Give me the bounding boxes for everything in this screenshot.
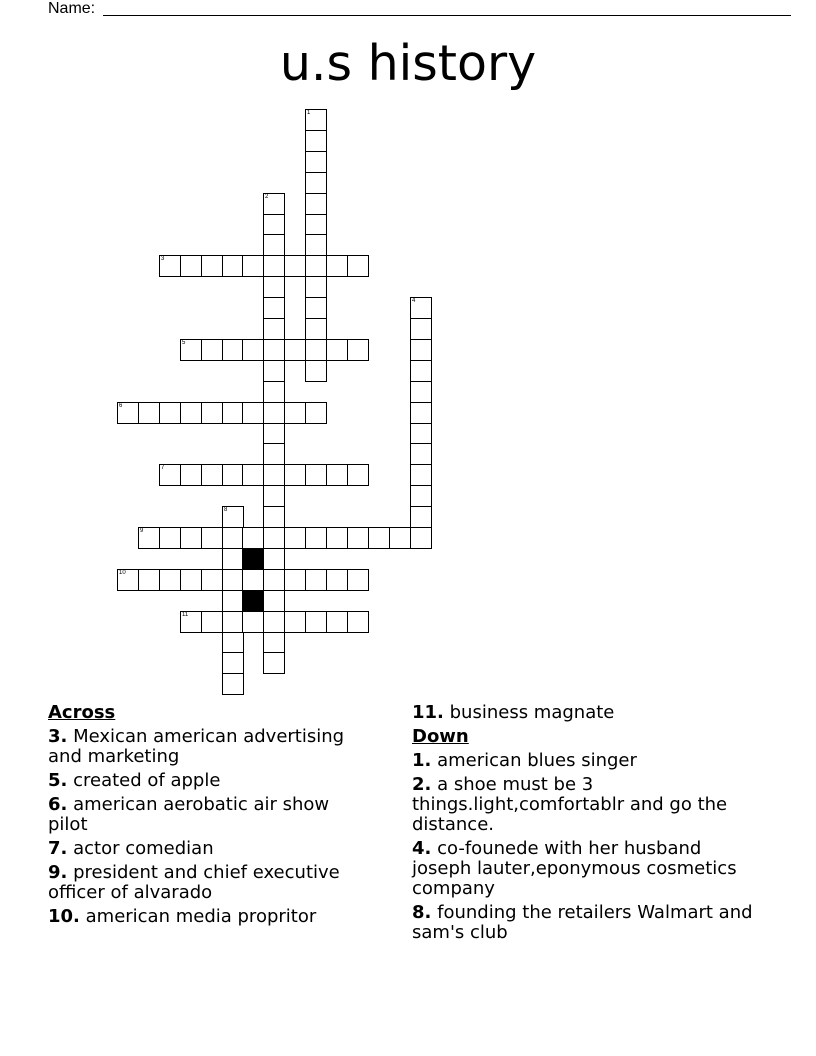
grid-cell[interactable] xyxy=(263,297,285,319)
grid-cell[interactable] xyxy=(305,360,327,382)
grid-cell[interactable] xyxy=(263,632,285,654)
clue-across-9: 9. president and chief executive officer of alvarado xyxy=(48,862,340,903)
grid-cell[interactable] xyxy=(263,234,285,256)
grid-cell[interactable] xyxy=(305,109,327,131)
clue-across-10: 10. american media propritor xyxy=(48,906,317,927)
grid-cell[interactable] xyxy=(263,255,285,277)
clue-across-7: 7. actor comedian xyxy=(48,838,214,859)
grid-cell[interactable] xyxy=(263,381,285,403)
grid-cell[interactable] xyxy=(222,402,244,424)
grid-cell[interactable] xyxy=(347,569,369,591)
grid-cell[interactable] xyxy=(222,632,244,654)
grid-cell[interactable] xyxy=(263,360,285,382)
clue-number-label: 3 xyxy=(161,256,165,262)
grid-cell[interactable] xyxy=(347,464,369,486)
grid-cell[interactable] xyxy=(410,318,432,340)
grid-cell[interactable] xyxy=(117,569,139,591)
clue-across-11: 11. business magnate xyxy=(412,702,615,723)
grid-cell[interactable] xyxy=(180,527,202,549)
across-clue-list xyxy=(48,727,368,927)
grid-block-cell xyxy=(242,548,264,570)
grid-cell[interactable] xyxy=(326,464,348,486)
grid-cell[interactable] xyxy=(263,652,285,674)
grid-cell[interactable] xyxy=(326,339,348,361)
grid-cell[interactable] xyxy=(138,569,160,591)
grid-cell[interactable] xyxy=(159,464,181,486)
grid-cell[interactable] xyxy=(263,464,285,486)
grid-cell[interactable] xyxy=(347,611,369,633)
grid-cell[interactable] xyxy=(222,652,244,674)
down-heading: Down xyxy=(412,726,469,747)
grid-cell[interactable] xyxy=(347,527,369,549)
clue-down-1: 1. american blues singer xyxy=(412,750,637,771)
grid-cell[interactable] xyxy=(410,339,432,361)
grid-cell[interactable] xyxy=(159,569,181,591)
grid-cell[interactable] xyxy=(201,339,223,361)
grid-cell[interactable] xyxy=(222,506,244,528)
grid-cell[interactable] xyxy=(222,673,244,695)
grid-cell[interactable] xyxy=(201,611,223,633)
clue-number-label: 5 xyxy=(182,340,186,346)
grid-cell[interactable] xyxy=(410,297,432,319)
grid-cell[interactable] xyxy=(305,130,327,152)
clue-across-5: 5. created of apple xyxy=(48,770,221,791)
grid-cell[interactable] xyxy=(222,611,244,633)
grid-cell[interactable] xyxy=(180,255,202,277)
clue-number-label: 11 xyxy=(182,612,189,618)
grid-cell[interactable] xyxy=(326,611,348,633)
grid-cell[interactable] xyxy=(263,193,285,215)
clue-across-3: 3. Mexican american advertising and marketing xyxy=(48,726,345,767)
grid-cell[interactable] xyxy=(305,611,327,633)
grid-cell[interactable] xyxy=(305,172,327,194)
grid-cell[interactable] xyxy=(326,527,348,549)
grid-cell[interactable] xyxy=(263,527,285,549)
grid-cell[interactable] xyxy=(305,527,327,549)
grid-cell[interactable] xyxy=(242,339,264,361)
grid-cell[interactable] xyxy=(180,464,202,486)
grid-cell[interactable] xyxy=(222,527,244,549)
grid-cell[interactable] xyxy=(117,402,139,424)
grid-cell[interactable] xyxy=(242,255,264,277)
grid-cell[interactable] xyxy=(347,255,369,277)
grid-cell[interactable] xyxy=(368,527,390,549)
grid-cell[interactable] xyxy=(410,381,432,403)
clue-down-2: 2. a shoe must be 3 things.light,comfortablr and go the distance. xyxy=(412,774,728,835)
clue-number-label: 8 xyxy=(224,507,228,513)
grid-cell[interactable] xyxy=(305,464,327,486)
clue-number-label: 1 xyxy=(307,110,311,116)
grid-cell[interactable] xyxy=(222,569,244,591)
puzzle-title: u.s history xyxy=(279,35,537,92)
clues-column-left xyxy=(48,703,368,931)
grid-cell[interactable] xyxy=(305,402,327,424)
grid-cell[interactable] xyxy=(410,360,432,382)
grid-cell[interactable] xyxy=(263,506,285,528)
grid-cell[interactable] xyxy=(159,402,181,424)
grid-cell[interactable] xyxy=(222,464,244,486)
grid-cell[interactable] xyxy=(201,527,223,549)
grid-cell[interactable] xyxy=(180,569,202,591)
grid-cell[interactable] xyxy=(410,402,432,424)
grid-cell[interactable] xyxy=(305,339,327,361)
grid-cell[interactable] xyxy=(410,423,432,445)
grid-cell[interactable] xyxy=(201,569,223,591)
grid-cell[interactable] xyxy=(263,569,285,591)
grid-cell[interactable] xyxy=(263,590,285,612)
grid-cell[interactable] xyxy=(263,276,285,298)
grid-cell[interactable] xyxy=(263,318,285,340)
grid-cell[interactable] xyxy=(138,402,160,424)
grid-cell[interactable] xyxy=(305,193,327,215)
grid-cell[interactable] xyxy=(389,527,411,549)
clue-number-label: 9 xyxy=(140,528,144,534)
clue-down-4: 4. co-founede with her husband joseph lauter,eponymous cosmetics company xyxy=(412,838,737,899)
grid-cell[interactable] xyxy=(242,527,264,549)
grid-cell[interactable] xyxy=(263,339,285,361)
grid-cell[interactable] xyxy=(222,548,244,570)
grid-cell[interactable] xyxy=(305,234,327,256)
name-label: Name: xyxy=(48,0,96,17)
grid-cell[interactable] xyxy=(263,402,285,424)
grid-cell[interactable] xyxy=(305,151,327,173)
grid-cell[interactable] xyxy=(180,339,202,361)
grid-cell[interactable] xyxy=(159,255,181,277)
grid-cell[interactable] xyxy=(263,485,285,507)
grid-cell[interactable] xyxy=(284,402,306,424)
grid-cell[interactable] xyxy=(305,569,327,591)
grid-cell[interactable] xyxy=(159,527,181,549)
grid-cell[interactable] xyxy=(284,527,306,549)
clue-number-label: 6 xyxy=(119,403,123,409)
grid-cell[interactable] xyxy=(222,339,244,361)
grid-cell[interactable] xyxy=(263,214,285,236)
grid-cell[interactable] xyxy=(284,569,306,591)
grid-cell[interactable] xyxy=(284,339,306,361)
down-clue-list xyxy=(412,751,757,943)
clue-number-label: 7 xyxy=(161,465,165,471)
clues-column-right xyxy=(412,703,757,947)
grid-cell[interactable] xyxy=(201,464,223,486)
grid-cell[interactable] xyxy=(410,506,432,528)
grid-cell[interactable] xyxy=(305,318,327,340)
grid-cell[interactable] xyxy=(305,255,327,277)
clue-down-8: 8. founding the retailers Walmart and sam's club xyxy=(412,902,753,943)
grid-cell[interactable] xyxy=(410,443,432,465)
grid-cell[interactable] xyxy=(326,569,348,591)
grid-block-cell xyxy=(242,590,264,612)
grid-cell[interactable] xyxy=(242,569,264,591)
grid-cell[interactable] xyxy=(263,443,285,465)
grid-cell[interactable] xyxy=(305,214,327,236)
across-heading: Across xyxy=(48,702,116,723)
grid-cell[interactable] xyxy=(284,464,306,486)
grid-cell[interactable] xyxy=(222,590,244,612)
grid-cell[interactable] xyxy=(305,276,327,298)
grid-cell[interactable] xyxy=(410,527,432,549)
grid-cell[interactable] xyxy=(242,464,264,486)
grid-cell[interactable] xyxy=(242,611,264,633)
grid-cell[interactable] xyxy=(263,548,285,570)
grid-cell[interactable] xyxy=(222,255,244,277)
grid-cell[interactable] xyxy=(284,255,306,277)
clue-number-label: 4 xyxy=(412,298,416,304)
clue-number-label: 2 xyxy=(265,194,269,200)
grid-cell[interactable] xyxy=(410,464,432,486)
grid-cell[interactable] xyxy=(242,402,264,424)
grid-cell[interactable] xyxy=(305,297,327,319)
clue-across-6: 6. american aerobatic air show pilot xyxy=(48,794,330,835)
grid-cell[interactable] xyxy=(263,423,285,445)
grid-cell[interactable] xyxy=(326,255,348,277)
grid-cell[interactable] xyxy=(180,402,202,424)
grid-cell[interactable] xyxy=(284,611,306,633)
grid-cell[interactable] xyxy=(201,402,223,424)
grid-cell[interactable] xyxy=(138,527,160,549)
grid-cell[interactable] xyxy=(263,611,285,633)
grid-cell[interactable] xyxy=(180,611,202,633)
grid-cell[interactable] xyxy=(201,255,223,277)
grid-cell[interactable] xyxy=(410,485,432,507)
grid-cell[interactable] xyxy=(347,339,369,361)
clue-number-label: 10 xyxy=(119,570,126,576)
